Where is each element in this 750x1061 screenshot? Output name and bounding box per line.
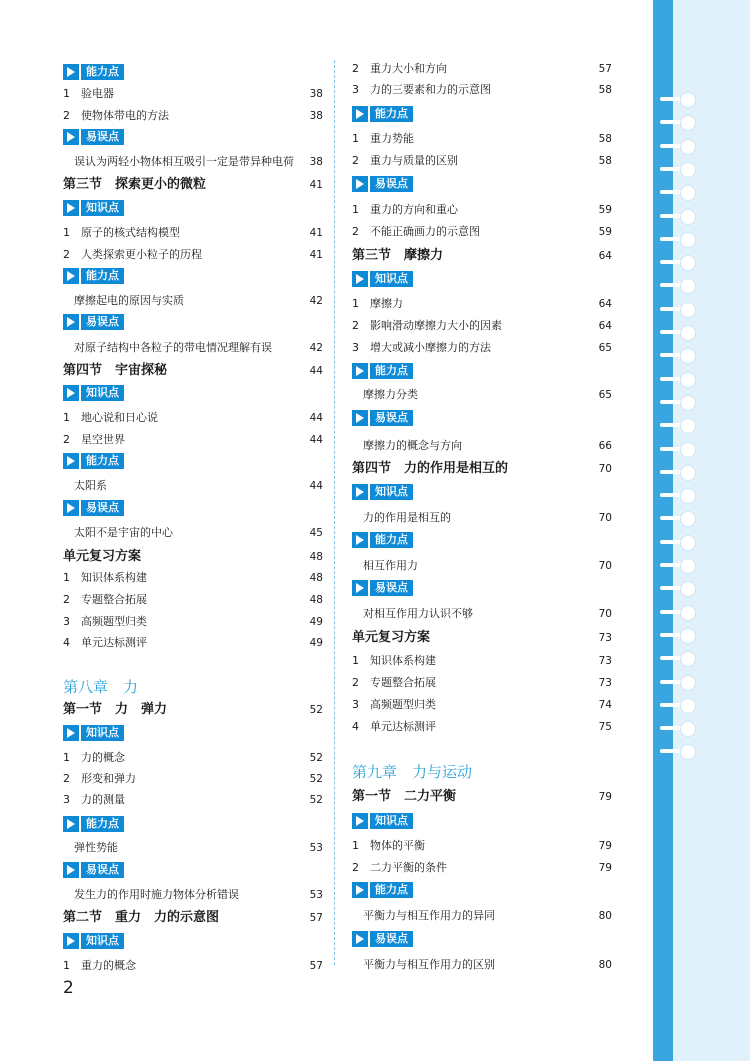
entry-number: 2 (63, 109, 70, 122)
category-label: 易误点 (81, 129, 124, 145)
toc-section[interactable] (63, 547, 323, 567)
page-ref: 70 (598, 512, 612, 524)
section-title: 第一节 力 弹力 (63, 702, 168, 717)
play-arrow-icon (63, 453, 79, 469)
ring-hole (680, 442, 696, 458)
toc-section[interactable] (63, 908, 323, 928)
play-arrow-icon (63, 129, 79, 145)
page-ref: 73 (598, 677, 612, 689)
category-label: 知识点 (81, 200, 124, 216)
category-tag (352, 484, 416, 500)
category-tag (63, 385, 127, 401)
category-tag (63, 129, 127, 145)
entry-number: 2 (63, 433, 70, 446)
page-ref: 64 (598, 320, 612, 332)
play-arrow-icon (352, 484, 368, 500)
entry-title: 平衡力与相互作用力的区别 (363, 958, 495, 971)
entry-number: 3 (63, 793, 70, 806)
entry-title: 验电器 (81, 87, 114, 100)
page-ref: 41 (309, 179, 323, 191)
entry-title: 弹性势能 (74, 841, 118, 854)
page-ref: 48 (309, 572, 323, 584)
page-ref: 59 (598, 204, 612, 216)
entry-number: 1 (352, 132, 359, 145)
entry-number: 1 (63, 959, 70, 972)
category-tag (63, 816, 127, 832)
toc-entry[interactable] (352, 955, 612, 975)
entry-number: 3 (63, 615, 70, 628)
page-ref: 64 (598, 250, 612, 262)
category-label: 知识点 (81, 385, 124, 401)
page-number: 2 (63, 978, 74, 998)
category-tag (63, 725, 127, 741)
page-ref: 38 (309, 88, 323, 100)
play-arrow-icon (63, 200, 79, 216)
category-label: 知识点 (81, 725, 124, 741)
toc-entry[interactable] (63, 476, 323, 496)
play-arrow-icon (352, 106, 368, 122)
page-ref: 75 (598, 721, 612, 733)
entry-title: 力的测量 (81, 793, 125, 806)
entry-title: 地心说和日心说 (81, 411, 158, 424)
section-title: 单元复习方案 (63, 549, 142, 564)
page-ref: 73 (598, 655, 612, 667)
entry-title: 形变和弹力 (81, 772, 136, 785)
toc-entry[interactable] (352, 222, 612, 242)
page-ref: 80 (598, 959, 612, 971)
ring-hole (680, 255, 696, 271)
toc-entry[interactable] (352, 80, 612, 100)
ring-hole (680, 395, 696, 411)
toc-entry[interactable] (352, 651, 612, 671)
toc-entry[interactable] (352, 556, 612, 576)
page-ref: 79 (598, 791, 612, 803)
chapter-heading: 第八章 力 (63, 678, 139, 696)
toc-entry[interactable] (63, 245, 323, 265)
play-arrow-icon (352, 410, 368, 426)
toc-entry[interactable] (352, 59, 612, 79)
category-label: 能力点 (370, 532, 413, 548)
entry-title: 重力与质量的区别 (370, 154, 458, 167)
entry-title: 摩擦力 (370, 297, 403, 310)
page-ref: 58 (598, 84, 612, 96)
entry-number: 2 (352, 319, 359, 332)
entry-number: 3 (352, 698, 359, 711)
entry-number: 3 (352, 83, 359, 96)
entry-title: 使物体带电的方法 (81, 109, 169, 122)
page-ref: 57 (309, 960, 323, 972)
category-tag (352, 580, 416, 596)
ring-hole (680, 488, 696, 504)
entry-title: 专题整合拓展 (81, 593, 147, 606)
page-ref: 70 (598, 608, 612, 620)
entry-title: 原子的核式结构模型 (81, 226, 180, 239)
category-label: 知识点 (370, 484, 413, 500)
entry-number: 1 (63, 571, 70, 584)
category-label: 能力点 (81, 453, 124, 469)
ring-hole (680, 721, 696, 737)
ring-hole (680, 232, 696, 248)
page-ref: 74 (598, 699, 612, 711)
toc-section[interactable] (352, 459, 612, 479)
entry-number: 1 (63, 411, 70, 424)
page-ref: 52 (309, 794, 323, 806)
entry-number: 1 (352, 203, 359, 216)
entry-title: 二力平衡的条件 (370, 861, 447, 874)
category-tag (352, 176, 416, 192)
category-label: 易误点 (370, 580, 413, 596)
play-arrow-icon (63, 500, 79, 516)
toc-entry[interactable] (63, 523, 323, 543)
category-label: 能力点 (370, 363, 413, 379)
category-tag (352, 532, 416, 548)
toc-entry[interactable] (63, 430, 323, 450)
entry-title: 太阳系 (74, 479, 107, 492)
category-label: 知识点 (370, 813, 413, 829)
category-tag (63, 500, 127, 516)
play-arrow-icon (352, 363, 368, 379)
entry-title: 力的三要素和力的示意图 (370, 83, 491, 96)
section-title: 单元复习方案 (352, 630, 431, 645)
entry-number: 2 (63, 772, 70, 785)
toc-entry[interactable] (63, 408, 323, 428)
entry-title: 影响滑动摩擦力大小的因素 (370, 319, 502, 332)
play-arrow-icon (352, 271, 368, 287)
entry-number: 2 (352, 225, 359, 238)
entry-number: 1 (352, 654, 359, 667)
column-divider (334, 60, 335, 965)
ring-hole (680, 325, 696, 341)
page-ref: 44 (309, 480, 323, 492)
ring-hole (680, 605, 696, 621)
toc-entry[interactable] (63, 568, 323, 588)
entry-title: 高频题型归类 (81, 615, 147, 628)
entry-title: 对原子结构中各粒子的带电情况理解有误 (74, 341, 272, 354)
ring-hole (680, 372, 696, 388)
category-tag (63, 314, 127, 330)
toc-entry[interactable] (352, 200, 612, 220)
toc-entry[interactable] (352, 673, 612, 693)
toc-entry[interactable] (63, 338, 323, 358)
ring-hole (680, 628, 696, 644)
toc-entry[interactable] (63, 612, 323, 632)
category-tag (63, 200, 127, 216)
page-ref: 66 (598, 440, 612, 452)
category-tag (63, 933, 127, 949)
entry-number: 1 (352, 297, 359, 310)
play-arrow-icon (63, 268, 79, 284)
play-arrow-icon (63, 862, 79, 878)
page-ref: 41 (309, 249, 323, 261)
entry-number: 2 (352, 861, 359, 874)
ring-hole (680, 675, 696, 691)
toc-entry[interactable] (63, 291, 323, 311)
page-ref: 45 (309, 527, 323, 539)
entry-number: 1 (352, 839, 359, 852)
toc-entry[interactable] (352, 151, 612, 171)
page-ref: 58 (598, 133, 612, 145)
ring-hole (680, 209, 696, 225)
page-ref: 79 (598, 862, 612, 874)
page-ref: 57 (309, 912, 323, 924)
entry-number: 2 (63, 593, 70, 606)
page-ref: 52 (309, 773, 323, 785)
entry-title: 知识体系构建 (81, 571, 147, 584)
entry-title: 发生力的作用时施力物体分析错误 (74, 888, 239, 901)
entry-title: 重力大小和方向 (370, 62, 447, 75)
play-arrow-icon (63, 725, 79, 741)
page-ref: 41 (309, 227, 323, 239)
page-ref: 38 (309, 156, 323, 168)
ring-hole (680, 535, 696, 551)
section-title: 第四节 力的作用是相互的 (352, 461, 509, 476)
category-label: 能力点 (81, 64, 124, 80)
page-ref: 49 (309, 616, 323, 628)
toc-entry[interactable] (63, 838, 323, 858)
category-label: 知识点 (370, 271, 413, 287)
category-tag (352, 410, 416, 426)
entry-title: 摩擦力分类 (363, 388, 418, 401)
toc-section[interactable] (63, 700, 323, 720)
category-label: 易误点 (81, 500, 124, 516)
entry-number: 4 (352, 720, 359, 733)
toc-entry[interactable] (352, 906, 612, 926)
entry-title: 专题整合拓展 (370, 676, 436, 689)
side-band (653, 0, 673, 1061)
toc-entry[interactable] (63, 106, 323, 126)
page-ref: 64 (598, 298, 612, 310)
entry-title: 人类探索更小粒子的历程 (81, 248, 202, 261)
entry-number: 1 (63, 87, 70, 100)
category-tag (63, 64, 127, 80)
toc-section[interactable] (352, 246, 612, 266)
page-ref: 49 (309, 637, 323, 649)
play-arrow-icon (63, 816, 79, 832)
play-arrow-icon (352, 532, 368, 548)
ring-hole (680, 698, 696, 714)
entry-title: 误认为两轻小物体相互吸引一定是带异种电荷 (74, 155, 294, 168)
category-label: 易误点 (370, 931, 413, 947)
category-label: 易误点 (81, 862, 124, 878)
category-label: 能力点 (81, 816, 124, 832)
category-tag (352, 882, 416, 898)
entry-number: 2 (352, 154, 359, 167)
entry-title: 太阳不是宇宙的中心 (74, 526, 173, 539)
section-title: 第一节 二力平衡 (352, 789, 457, 804)
toc-entry[interactable] (63, 956, 323, 976)
page-ref: 42 (309, 342, 323, 354)
category-tag (352, 106, 416, 122)
category-tag (352, 363, 416, 379)
ring-hole (680, 139, 696, 155)
category-label: 能力点 (370, 106, 413, 122)
ring-hole (680, 302, 696, 318)
category-label: 易误点 (81, 314, 124, 330)
toc-entry[interactable] (63, 590, 323, 610)
toc-entry[interactable] (352, 508, 612, 528)
play-arrow-icon (352, 176, 368, 192)
page-ref: 48 (309, 551, 323, 563)
toc-section[interactable] (352, 628, 612, 648)
page-ref: 57 (598, 63, 612, 75)
category-label: 易误点 (370, 176, 413, 192)
page-ref: 79 (598, 840, 612, 852)
toc-entry[interactable] (352, 436, 612, 456)
section-title: 第三节 探索更小的微粒 (63, 177, 207, 192)
ring-hole (680, 162, 696, 178)
toc-entry[interactable] (352, 338, 612, 358)
toc-entry[interactable] (352, 836, 612, 856)
page-ref: 53 (309, 889, 323, 901)
page-ref: 70 (598, 560, 612, 572)
toc-entry[interactable] (352, 316, 612, 336)
page-ref: 52 (309, 704, 323, 716)
category-label: 易误点 (370, 410, 413, 426)
entry-title: 力的概念 (81, 751, 125, 764)
play-arrow-icon (352, 931, 368, 947)
entry-title: 平衡力与相互作用力的异同 (363, 909, 495, 922)
chapter-heading: 第九章 力与运动 (352, 763, 473, 781)
ring-hole (680, 92, 696, 108)
entry-title: 对相互作用力认识不够 (363, 607, 473, 620)
toc-entry[interactable] (63, 84, 323, 104)
category-label: 能力点 (370, 882, 413, 898)
entry-title: 重力的方向和重心 (370, 203, 458, 216)
page-ref: 73 (598, 632, 612, 644)
category-label: 知识点 (81, 933, 124, 949)
entry-number: 1 (63, 226, 70, 239)
page-ref: 70 (598, 463, 612, 475)
page-ref: 65 (598, 389, 612, 401)
entry-title: 星空世界 (81, 433, 125, 446)
play-arrow-icon (63, 933, 79, 949)
entry-number: 4 (63, 636, 70, 649)
toc-entry[interactable] (63, 633, 323, 653)
page-ref: 42 (309, 295, 323, 307)
entry-title: 增大或减小摩擦力的方法 (370, 341, 491, 354)
ring-hole (680, 465, 696, 481)
toc-entry[interactable] (352, 695, 612, 715)
ring-hole (680, 558, 696, 574)
toc-entry[interactable] (63, 152, 323, 172)
page-ref: 44 (309, 412, 323, 424)
toc-entry[interactable] (352, 717, 612, 737)
page-ref: 65 (598, 342, 612, 354)
category-tag (63, 862, 127, 878)
toc-entry[interactable] (63, 769, 323, 789)
page-ref: 48 (309, 594, 323, 606)
page-ref: 44 (309, 434, 323, 446)
toc-entry[interactable] (63, 748, 323, 768)
entry-title: 高频题型归类 (370, 698, 436, 711)
entry-title: 单元达标测评 (370, 720, 436, 733)
category-tag (63, 268, 127, 284)
toc-entry[interactable] (63, 790, 323, 810)
entry-number: 2 (63, 248, 70, 261)
entry-title: 摩擦力的概念与方向 (363, 439, 462, 452)
page-ref: 59 (598, 226, 612, 238)
page-ref: 52 (309, 752, 323, 764)
category-tag (352, 931, 416, 947)
entry-title: 力的作用是相互的 (363, 511, 451, 524)
entry-title: 知识体系构建 (370, 654, 436, 667)
toc-section[interactable] (352, 787, 612, 807)
entry-title: 物体的平衡 (370, 839, 425, 852)
toc-entry[interactable] (352, 604, 612, 624)
page-ref: 38 (309, 110, 323, 122)
play-arrow-icon (63, 314, 79, 330)
entry-title: 相互作用力 (363, 559, 418, 572)
category-tag (352, 813, 416, 829)
section-title: 第四节 宇宙探秘 (63, 363, 168, 378)
entry-title: 重力的概念 (81, 959, 136, 972)
entry-title: 单元达标测评 (81, 636, 147, 649)
toc-section[interactable] (63, 361, 323, 381)
page-ref: 58 (598, 155, 612, 167)
toc-entry[interactable] (63, 885, 323, 905)
page-ref: 44 (309, 365, 323, 377)
entry-title: 不能正确画力的示意图 (370, 225, 480, 238)
toc-section[interactable] (63, 175, 323, 195)
section-title: 第二节 重力 力的示意图 (63, 910, 220, 925)
play-arrow-icon (63, 64, 79, 80)
entry-number: 1 (63, 751, 70, 764)
entry-number: 2 (352, 62, 359, 75)
page-ref: 80 (598, 910, 612, 922)
play-arrow-icon (352, 580, 368, 596)
entry-title: 摩擦起电的原因与实质 (74, 294, 184, 307)
play-arrow-icon (352, 813, 368, 829)
page-ref: 53 (309, 842, 323, 854)
toc-entry[interactable] (63, 223, 323, 243)
section-title: 第三节 摩擦力 (352, 248, 444, 263)
play-arrow-icon (63, 385, 79, 401)
entry-number: 2 (352, 676, 359, 689)
category-tag (352, 271, 416, 287)
entry-title: 重力势能 (370, 132, 414, 145)
category-tag (63, 453, 127, 469)
toc-entry[interactable] (352, 294, 612, 314)
toc-entry[interactable] (352, 858, 612, 878)
category-label: 能力点 (81, 268, 124, 284)
entry-number: 3 (352, 341, 359, 354)
toc-entry[interactable] (352, 385, 612, 405)
toc-entry[interactable] (352, 129, 612, 149)
play-arrow-icon (352, 882, 368, 898)
